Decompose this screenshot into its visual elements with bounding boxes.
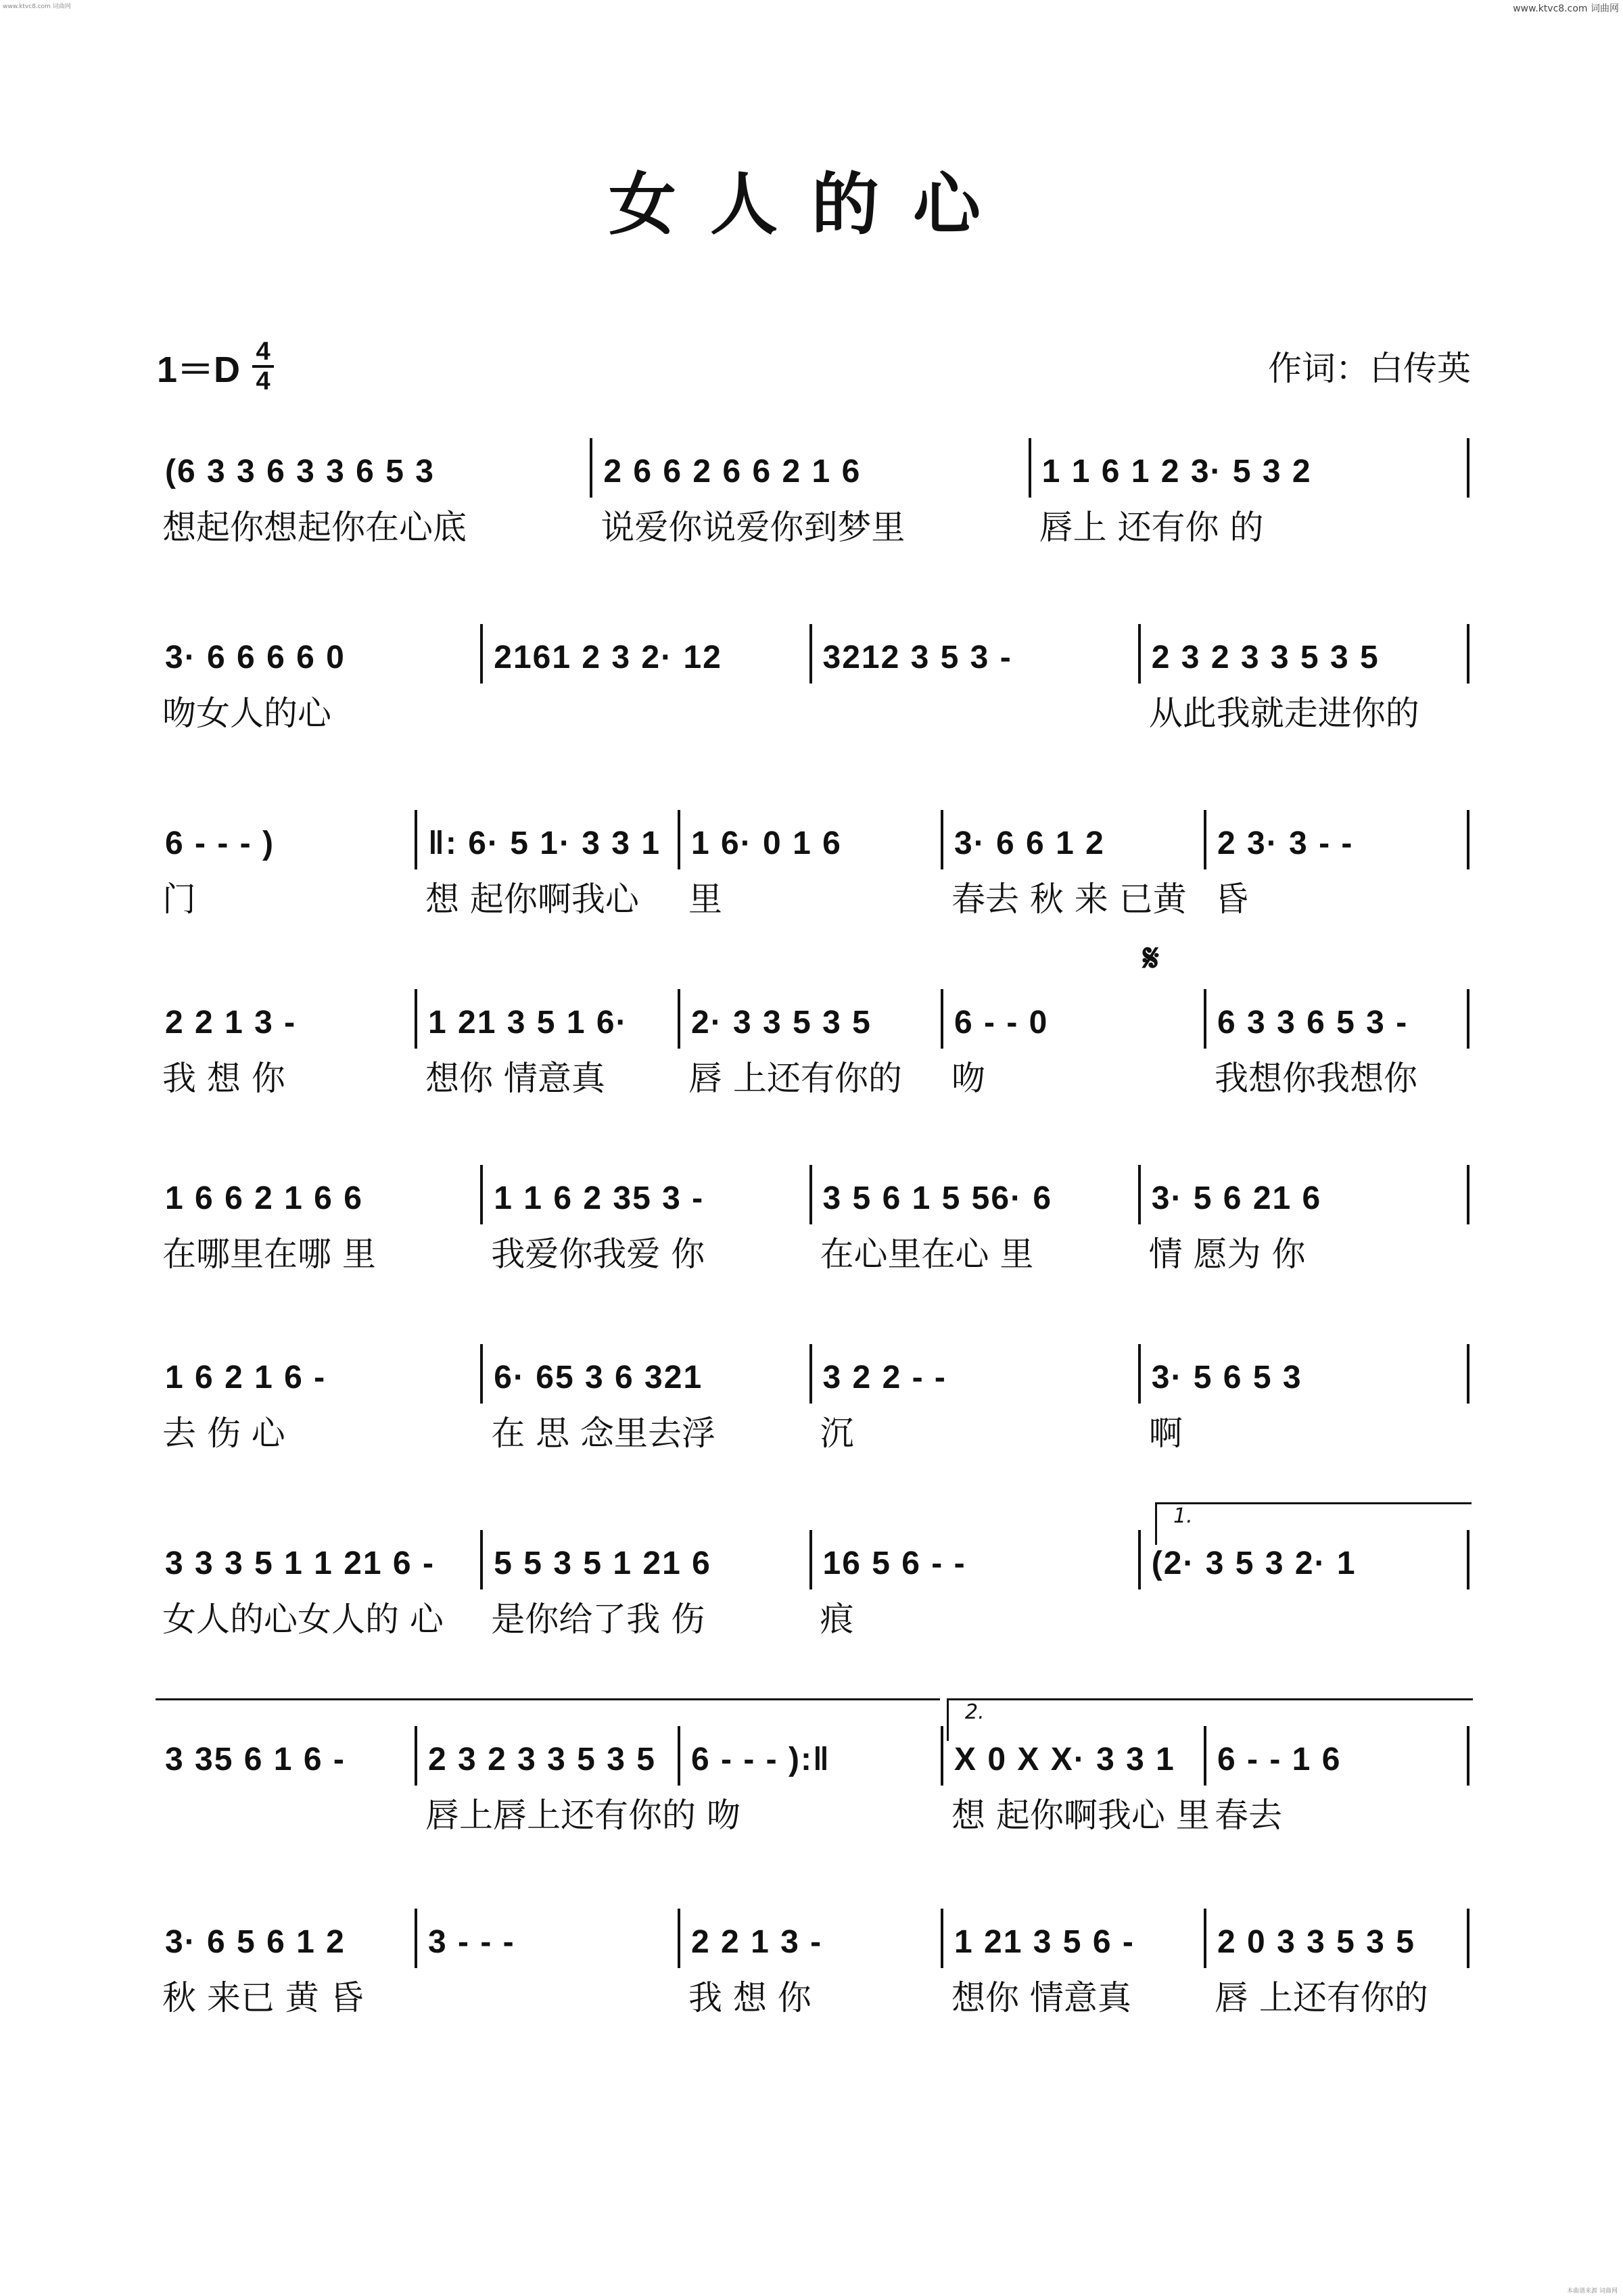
header-site-left: www.ktvc8.com 词曲网 [3, 3, 71, 10]
measure-notes: 3 3 3 5 1 1 21 6 - [165, 1546, 435, 1581]
measure-notes: 5 5 3 5 1 21 6 [494, 1546, 711, 1581]
measure-notes: 1 6 6 2 1 6 6 [165, 1180, 363, 1216]
melody-line [156, 619, 1471, 693]
measure-notes: 2 2 1 3 - [691, 1924, 823, 1960]
measure-notes: 1 21 3 5 6 - [954, 1924, 1135, 1960]
measure-lyrics: 吻女人的心 [162, 694, 331, 733]
score-row [156, 1159, 1471, 1295]
barline [1467, 810, 1469, 869]
measure-notes: 3 - - - [428, 1924, 515, 1960]
measure-lyrics: 秋 来已 黄 昏 [162, 1978, 364, 2017]
measure-lyrics: 吻 [951, 1059, 985, 1098]
time-signature [252, 338, 274, 395]
segno-sign: 𝄋 [1143, 936, 1160, 980]
barline [480, 624, 483, 684]
barline [1138, 1344, 1141, 1404]
barline [1138, 1165, 1141, 1224]
melody-line [156, 805, 1471, 879]
barline [809, 1165, 812, 1224]
measure-lyrics: 想 起你啊我心 [425, 880, 639, 919]
measure-notes: 1 21 3 5 1 6· [428, 1005, 628, 1041]
barline [415, 810, 417, 869]
volta-first-continuation [156, 1698, 940, 1700]
measure-notes: 1 1 6 1 2 3· 5 3 2 [1041, 454, 1312, 489]
measure-lyrics: 春去 [1215, 1796, 1282, 1835]
volta-second-label: 2. [965, 1700, 985, 1724]
barline [1029, 438, 1031, 498]
measure-lyrics: 昏 [1215, 880, 1248, 919]
barline [1467, 438, 1469, 498]
measure-lyrics: 在心里在心 里 [820, 1235, 1034, 1274]
measure-lyrics: 女人的心女人的 心 [162, 1600, 444, 1639]
lyric-line [156, 500, 1471, 554]
lyric-line [156, 1227, 1471, 1281]
barline [809, 1344, 812, 1404]
volta-second-ending [947, 1698, 1473, 1741]
measure-lyrics: 里 [688, 880, 722, 919]
score-row [156, 1339, 1471, 1474]
measure-notes: ‖: 6· 5 1· 3 3 1 [428, 826, 661, 861]
barline [415, 1726, 417, 1786]
score-row [156, 433, 1471, 568]
barline [415, 1909, 417, 1968]
barline [678, 810, 680, 869]
measure-notes: 2 6 6 2 6 6 2 1 6 [603, 454, 862, 489]
lyric-line [156, 1592, 1471, 1646]
measure-notes: 6 - - 1 6 [1217, 1742, 1342, 1777]
key-signature [157, 338, 274, 395]
measure-notes: 16 5 6 - - [822, 1546, 966, 1581]
measure-notes: 3 2 2 - - [822, 1360, 947, 1395]
score-row [156, 1721, 1471, 1856]
time-denominator: 4 [256, 367, 270, 396]
measure-notes: 2 3· 3 - - [1217, 826, 1354, 861]
lyric-line [156, 1406, 1471, 1460]
barline [1467, 1344, 1469, 1404]
measure-lyrics: 沉 [820, 1414, 854, 1453]
barline [480, 1530, 483, 1589]
measure-notes: 2 2 1 3 - [165, 1005, 297, 1041]
measure-lyrics: 唇上 还有你 的 [1039, 508, 1264, 547]
measure-lyrics: 是你给了我 伤 [491, 1600, 705, 1639]
measure-notes: 6 - - 0 [954, 1005, 1049, 1041]
measure-notes: 6 3 3 6 5 3 - [1217, 1005, 1409, 1041]
barline [1204, 810, 1206, 869]
melody-line [156, 1903, 1471, 1978]
measure-notes: 2· 3 3 5 3 5 [691, 1005, 872, 1041]
barline [1467, 989, 1469, 1049]
barline [809, 624, 812, 684]
barline [678, 1726, 680, 1786]
score-row [156, 805, 1471, 940]
barline [415, 989, 417, 1049]
measure-notes: (2· 3 5 3 2· 1 [1151, 1546, 1357, 1581]
barline [941, 989, 943, 1049]
measure-lyrics: 我 想 你 [688, 1978, 812, 2017]
measure-lyrics: 我爱你我爱 你 [491, 1235, 705, 1274]
measure-lyrics: 唇 上还有你的 [688, 1059, 902, 1098]
measure-notes: 6 - - - ) [165, 826, 275, 861]
score-row [156, 984, 1471, 1119]
measure-lyrics: 门 [162, 880, 196, 919]
key-label: 1＝D [157, 349, 241, 390]
measure-lyrics: 说爱你说爱你到梦里 [601, 508, 905, 547]
lyric-line [156, 1051, 1471, 1105]
measure-notes: 3· 5 6 5 3 [1151, 1360, 1302, 1395]
measure-lyrics: 我 想 你 [162, 1059, 285, 1098]
lyric-line [156, 1971, 1471, 2025]
barline [480, 1165, 483, 1224]
song-title: 女人的心 [609, 164, 1014, 244]
footer-source: 本曲谱来源 词曲网 [1567, 2288, 1618, 2295]
barline [1138, 1530, 1141, 1589]
measure-lyrics: 啊 [1148, 1414, 1183, 1453]
barline [941, 1909, 943, 1968]
measure-notes: 6· 65 3 6 321 [494, 1360, 703, 1395]
measure-notes: 1 1 6 2 35 3 - [494, 1180, 705, 1216]
score-row [156, 619, 1471, 754]
measure-notes: 2 3 2 3 3 5 3 5 [428, 1742, 656, 1777]
measure-notes: 3· 6 6 6 6 0 [165, 640, 346, 675]
measure-lyrics: 唇上唇上还有你的 吻 [425, 1796, 740, 1835]
barline [1467, 624, 1469, 684]
barline [678, 1909, 680, 1968]
measure-lyrics: 想你 情意真 [951, 1978, 1131, 2017]
barline [941, 810, 943, 869]
score-row [156, 1525, 1471, 1660]
measure-lyrics: 情 愿为 你 [1148, 1235, 1306, 1274]
melody-line [156, 984, 1471, 1058]
barline [1467, 1909, 1469, 1968]
melody-line [156, 433, 1471, 507]
measure-notes: 1 6 2 1 6 - [165, 1360, 327, 1395]
measure-lyrics: 想你 情意真 [425, 1059, 605, 1098]
measure-lyrics: 去 伤 心 [162, 1414, 285, 1453]
measure-notes: 2 0 3 3 5 3 5 [1217, 1924, 1415, 1960]
measure-notes: 3· 5 6 21 6 [1151, 1180, 1322, 1216]
barline [1138, 624, 1141, 684]
time-numerator: 4 [256, 337, 270, 366]
measure-lyrics: 春去 秋 来 已黄 [951, 880, 1187, 919]
measure-lyrics: 在哪里在哪 里 [162, 1235, 376, 1274]
barline [480, 1344, 483, 1404]
measure-notes: 1 6· 0 1 6 [691, 826, 842, 861]
barline [678, 989, 680, 1049]
measure-lyrics: 想起你想起你在心底 [162, 508, 467, 547]
measure-lyrics: 在 思 念里去浮 [491, 1414, 716, 1453]
volta-first-ending [1155, 1502, 1472, 1545]
measure-notes: 3· 6 5 6 1 2 [165, 1924, 346, 1960]
barline [941, 1726, 943, 1786]
measure-notes: 3 5 6 1 5 56· 6 [822, 1180, 1053, 1216]
measure-lyrics: 唇 上还有你的 [1215, 1978, 1428, 2017]
barline [1204, 989, 1206, 1049]
score-row [156, 1903, 1471, 2038]
measure-lyrics: 我想你我想你 [1215, 1059, 1417, 1098]
lyric-line [156, 686, 1471, 740]
measure-notes: (6 3 3 6 3 3 6 5 3 [165, 454, 435, 489]
barline [1204, 1909, 1206, 1968]
lyricist-credit: 作词：白传英 [1268, 349, 1471, 388]
measure-notes: 3212 3 5 3 - [822, 640, 1012, 675]
barline [1467, 1165, 1469, 1224]
melody-line [156, 1159, 1471, 1234]
barline [809, 1530, 812, 1589]
measure-notes: 6 - - - ):‖ [691, 1742, 830, 1777]
header-site-right: www.ktvc8.com 词曲网 [1513, 3, 1619, 14]
measure-lyrics: 想 起你啊我心 里 [951, 1796, 1210, 1835]
measure-notes: X 0 X X· 3 3 1 [954, 1742, 1175, 1777]
measure-notes: 2161 2 3 2· 12 [494, 640, 722, 675]
barline [590, 438, 592, 498]
lyric-line [156, 872, 1471, 926]
measure-notes: 2 3 2 3 3 5 3 5 [1151, 640, 1380, 675]
volta-first-label: 1. [1173, 1504, 1193, 1528]
lyric-line [156, 1788, 1471, 1842]
measure-lyrics: 痕 [820, 1600, 854, 1639]
measure-lyrics: 从此我就走进你的 [1148, 694, 1419, 733]
melody-line [156, 1339, 1471, 1413]
measure-notes: 3· 6 6 1 2 [954, 826, 1105, 861]
measure-notes: 3 35 6 1 6 - [165, 1742, 346, 1777]
